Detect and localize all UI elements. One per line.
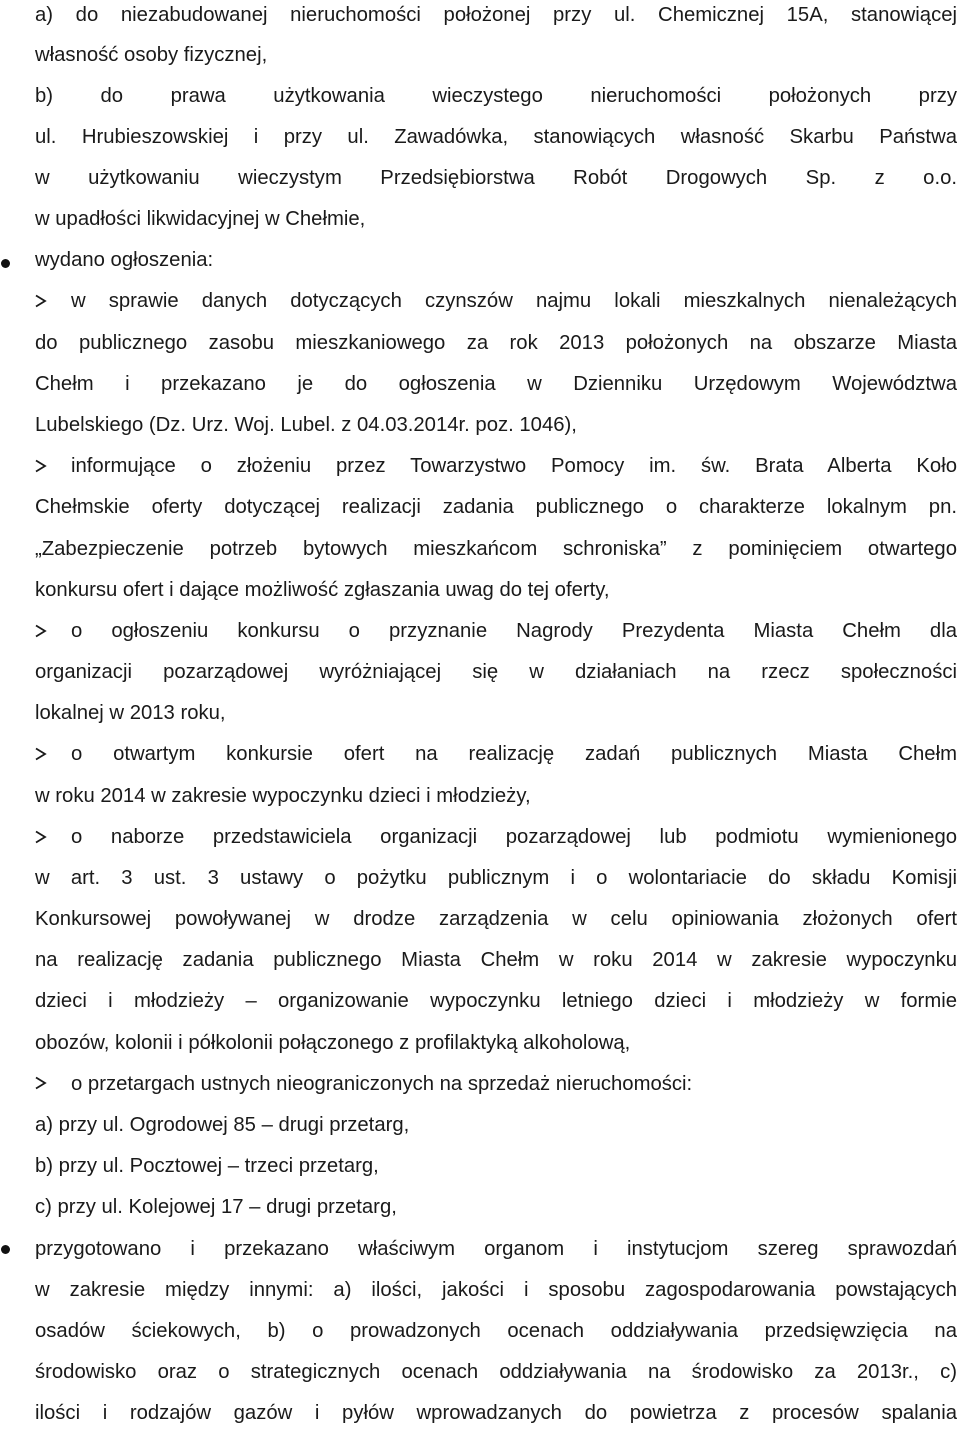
text-line: organizacji pozarządowej wyróżniającej się w działaniach na rzecz społeczności <box>35 661 957 683</box>
text-line: o przetargach ustnych nieograniczonych na sprzedaż nieruchomości: <box>71 1073 693 1095</box>
text-line: b) przy ul. Pocztowej – trzeci przetarg, <box>35 1155 379 1177</box>
text-line: Chełm i przekazano je do ogłoszenia w Dzienniku Urzędowym Województwa <box>35 373 957 395</box>
text-line: o naborze przedstawiciela organizacji pozarządowej lub podmiotu wymienionego <box>71 826 957 848</box>
text-line: dzieci i młodzieży – organizowanie wypoczynku letniego dzieci i młodzieży w formie <box>35 990 957 1012</box>
text-line: na realizację zadania publicznego Miasta Chełm w roku 2014 w zakresie wypoczynku <box>35 949 957 971</box>
text-line: w użytkowaniu wieczystym Przedsiębiorstwa Robót Drogowych Sp. z o.o. <box>35 167 957 189</box>
text-line: w art. 3 ust. 3 ustawy o pożytku publicznym i o wolontariacie do składu Komisji <box>35 867 957 889</box>
text-line: informujące o złożeniu przez Towarzystwo Pomocy im. św. Brata Alberta Koło <box>71 455 957 477</box>
text-line: osadów ściekowych, b) o prowadzonych ocenach oddziaływania przedsięwzięcia na <box>35 1320 957 1342</box>
chevron-right-icon <box>34 294 48 308</box>
text-line: obozów, kolonii i półkolonii połączonego z profilaktyką alkoholową, <box>35 1032 631 1054</box>
text-line: lokalnej w 2013 roku, <box>35 702 226 724</box>
text-line: do publicznego zasobu mieszkaniowego za rok 2013 położonych na obszarze Miasta <box>35 332 957 354</box>
text-line: przygotowano i przekazano właściwym organom i instytucjom szereg sprawozdań <box>35 1238 957 1260</box>
text-line: Konkursowej powoływanej w drodze zarządzenia w celu opiniowania złożonych ofert <box>35 908 957 930</box>
text-line: a) przy ul. Ogrodowej 85 – drugi przetarg, <box>35 1114 410 1136</box>
text-line: o ogłoszeniu konkursu o przyznanie Nagrody Prezydenta Miasta Chełm dla <box>71 620 957 642</box>
text-line: w zakresie między innymi: a) ilości, jakości i sposobu zagospodarowania powstających <box>35 1279 957 1301</box>
text-line: „Zabezpieczenie potrzeb bytowych mieszkańcom schroniska” z pominięciem otwartego <box>35 538 957 560</box>
chevron-right-icon <box>34 459 48 473</box>
text-line: o otwartym konkursie ofert na realizację zadań publicznych Miasta Chełm <box>71 743 957 765</box>
text-line: środowisko oraz o strategicznych ocenach oddziaływania na środowisko za 2013r., c) <box>35 1361 957 1383</box>
chevron-right-icon <box>34 624 48 638</box>
text-line: b) do prawa użytkowania wieczystego nieruchomości położonych przy <box>35 85 957 107</box>
text-line: ul. Hrubieszowskiej i przy ul. Zawadówka, stanowiących własność Skarbu Państwa <box>35 126 957 148</box>
text-line: c) przy ul. Kolejowej 17 – drugi przetarg, <box>35 1196 397 1218</box>
text-line: konkursu ofert i dające możliwość zgłaszania uwag do tej oferty, <box>35 579 610 601</box>
bullet-icon <box>1 259 10 268</box>
text-line: ilości i rodzajów gazów i pyłów wprowadzanych do powietrza z procesów spalania <box>35 1402 957 1424</box>
text-line: własność osoby fizycznej, <box>35 44 268 66</box>
text-line: wydano ogłoszenia: <box>35 249 214 271</box>
chevron-right-icon <box>34 830 48 844</box>
text-line: w roku 2014 w zakresie wypoczynku dzieci i młodzieży, <box>35 785 531 807</box>
text-line: w sprawie danych dotyczących czynszów najmu lokali mieszkalnych nienależących <box>71 290 957 312</box>
text-line: Lubelskiego (Dz. Urz. Woj. Lubel. z 04.03.2014r. poz. 1046), <box>35 414 577 436</box>
chevron-right-icon <box>34 747 48 761</box>
chevron-right-icon <box>34 1076 48 1090</box>
text-line: Chełmskie oferty dotyczącej realizacji zadania publicznego o charakterze lokalnym pn. <box>35 496 957 518</box>
bullet-icon <box>1 1245 10 1254</box>
text-line: w upadłości likwidacyjnej w Chełmie, <box>35 208 366 230</box>
text-line: a) do niezabudowanej nieruchomości położonej przy ul. Chemicznej 15A, stanowiącej <box>35 4 957 26</box>
